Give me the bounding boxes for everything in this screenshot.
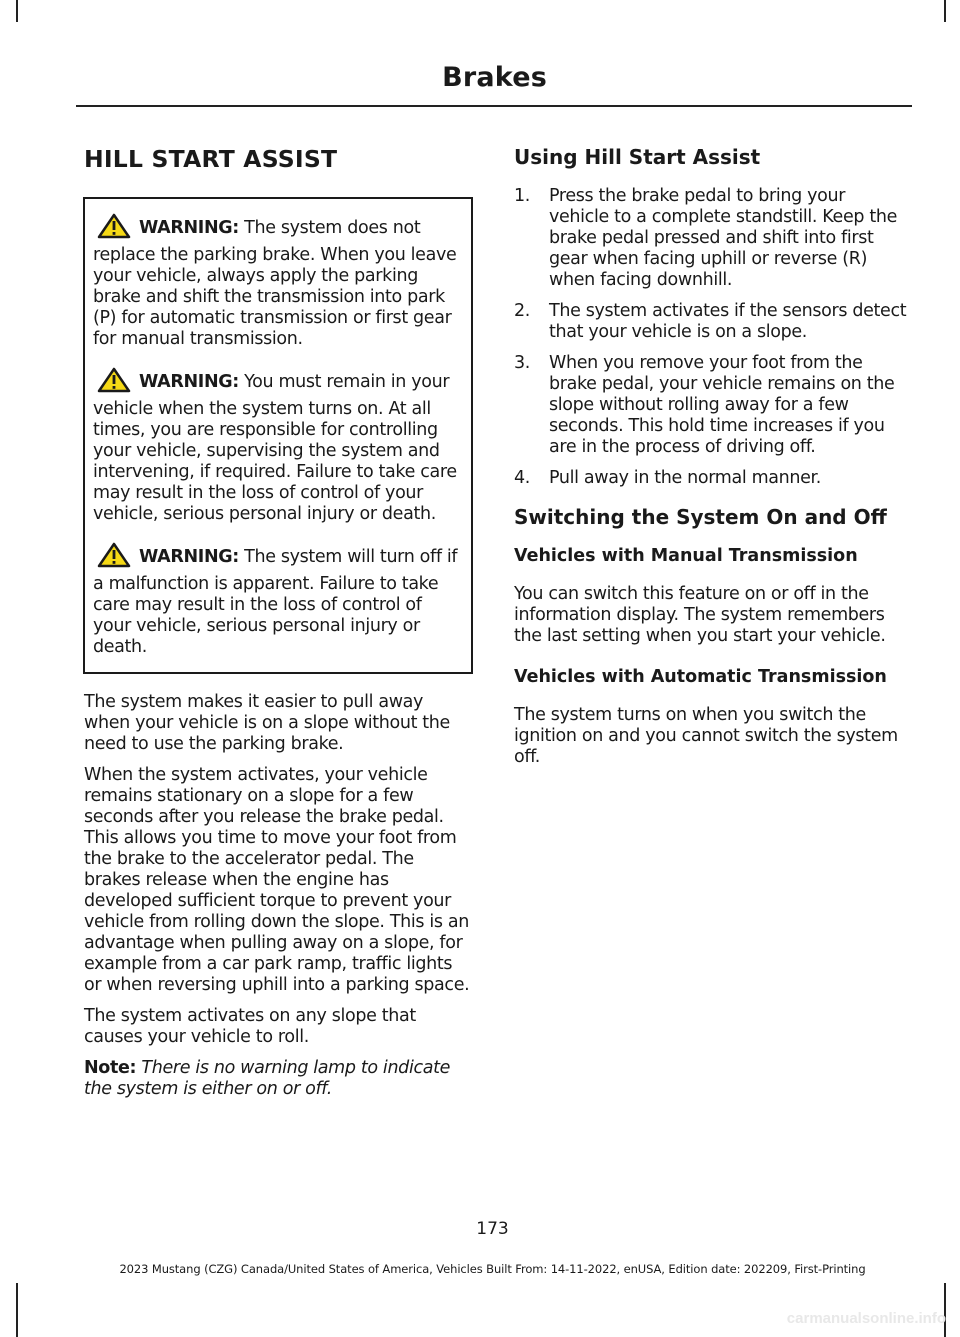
body-paragraph: You can switch this feature on or off in the information display. The system remembers the last setting when you start your vehicle. bbox=[514, 584, 886, 646]
warning-text: You must remain in your vehicle when the system turns on. At all times, you are responsible for controlling your vehicle, supervising the system and intervening, if required. Failure to take care may result in the loss of control of your vehicle, serious personal injury or death. bbox=[93, 372, 457, 524]
note bbox=[84, 1058, 473, 1100]
step-text: When you remove your foot from the brake pedal, your vehicle remains on the slope without rolling away for a few seconds. This hold time increases if you are in the process of driving off. bbox=[549, 353, 895, 457]
edition-footer: 2023 Mustang (CZG) Canada/United States of America, Vehicles Built From: 14-11-2022, enUSA, Edition date: 202209, First-Printing bbox=[119, 1262, 866, 1276]
page-number: 173 bbox=[476, 1219, 509, 1239]
list-item bbox=[514, 468, 907, 489]
subheading-using-hill-start-assist: Using Hill Start Assist bbox=[514, 145, 761, 169]
step-number: 1. bbox=[514, 186, 530, 206]
header-divider bbox=[76, 105, 912, 107]
body-paragraph: The system activates on any slope that causes your vehicle to roll. bbox=[84, 1006, 416, 1047]
list-item bbox=[514, 301, 907, 343]
warning-label: WARNING: bbox=[139, 218, 239, 238]
warning-label: WARNING: bbox=[139, 372, 239, 392]
subheading-automatic-transmission: Vehicles with Automatic Transmission bbox=[514, 667, 887, 687]
section-heading-hill-start-assist: HILL START ASSIST bbox=[84, 145, 338, 173]
crop-mark-top-right bbox=[944, 0, 946, 22]
warning-label: WARNING: bbox=[139, 547, 239, 567]
warning-box bbox=[83, 197, 473, 674]
warning-2 bbox=[93, 367, 464, 525]
warning-text: The system will turn off if a malfunction is apparent. Failure to take care may result in the loss of control of your vehicle, serious personal injury or death. bbox=[93, 547, 458, 657]
warning-1 bbox=[93, 213, 464, 350]
page-header-title: Brakes bbox=[442, 62, 547, 93]
list-item bbox=[514, 353, 907, 458]
body-paragraph: When the system activates, your vehicle remains stationary on a slope for a few seconds after you release the brake pedal. This allows you time to move your foot from the brake to the accelerator pedal. The brakes release when the engine has developed sufficient torque to prevent your vehicle from rolling down the slope. This is an advantage when pulling away on a slope, for example from a car park ramp, traffic lights or when reversing uphill into a parking space. bbox=[84, 765, 470, 995]
warning-text: The system does not replace the parking brake. When you leave your vehicle, always apply the parking brake and shift the transmission into park (P) for automatic transmission or first gear for manual transmission. bbox=[93, 218, 457, 349]
watermark: carmanualsonline.info bbox=[786, 1310, 946, 1327]
crop-mark-top-left bbox=[16, 0, 18, 22]
step-number: 4. bbox=[514, 468, 530, 488]
crop-mark-bottom-left bbox=[16, 1283, 18, 1337]
warning-triangle-icon bbox=[97, 542, 131, 574]
step-text: Press the brake pedal to bring your vehicle to a complete standstill. Keep the brake pedal pressed and shift into first gear when facing uphill or reverse (R) when facing downhill. bbox=[549, 186, 898, 290]
note-label: Note: bbox=[84, 1058, 137, 1078]
list-item bbox=[514, 186, 907, 291]
warning-triangle-icon bbox=[97, 367, 131, 399]
step-text: Pull away in the normal manner. bbox=[549, 468, 822, 488]
warning-3 bbox=[93, 542, 464, 658]
body-paragraph: The system turns on when you switch the ignition on and you cannot switch the system off. bbox=[514, 705, 898, 767]
subheading-manual-transmission: Vehicles with Manual Transmission bbox=[514, 546, 858, 566]
note-text: There is no warning lamp to indicate the system is either on or off. bbox=[84, 1058, 451, 1099]
step-number: 3. bbox=[514, 353, 530, 373]
step-number: 2. bbox=[514, 301, 530, 321]
step-text: The system activates if the sensors detect that your vehicle is on a slope. bbox=[549, 301, 907, 342]
right-column bbox=[514, 145, 907, 778]
left-column bbox=[84, 145, 473, 1110]
steps-list bbox=[514, 186, 907, 489]
warning-triangle-icon bbox=[97, 213, 131, 245]
body-paragraph: The system makes it easier to pull away when your vehicle is on a slope without the need to use the parking brake. bbox=[84, 692, 450, 754]
subheading-switching-system: Switching the System On and Off bbox=[514, 505, 887, 529]
